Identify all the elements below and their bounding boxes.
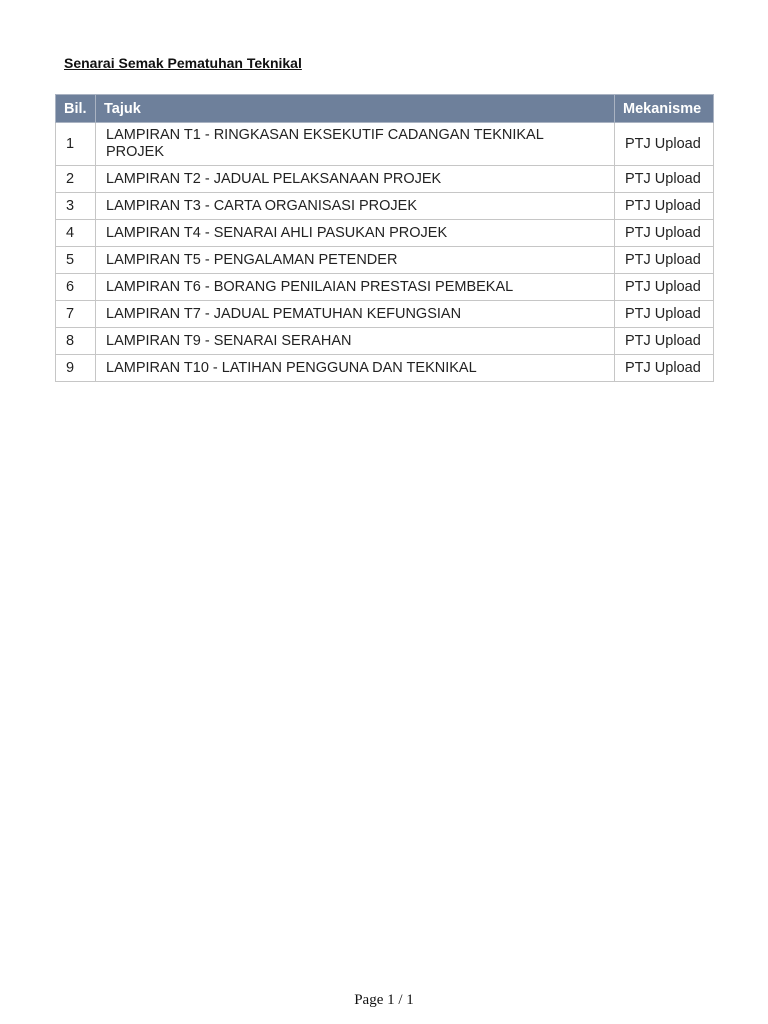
table-header-row: [56, 95, 714, 123]
row-mekanisme: PTJ Upload: [615, 355, 714, 382]
row-tajuk: LAMPIRAN T5 - PENGALAMAN PETENDER: [96, 247, 615, 274]
row-tajuk: LAMPIRAN T1 - RINGKASAN EKSEKUTIF CADANGAN TEKNIKAL PROJEK: [96, 123, 615, 166]
row-bil: 5: [56, 247, 96, 274]
row-bil: 1: [56, 123, 96, 166]
row-tajuk: LAMPIRAN T10 - LATIHAN PENGGUNA DAN TEKNIKAL: [96, 355, 615, 382]
table-row: [56, 193, 714, 220]
row-bil: 9: [56, 355, 96, 382]
header-bil: Bil.: [56, 95, 96, 123]
row-mekanisme: PTJ Upload: [615, 220, 714, 247]
table-row: [56, 355, 714, 382]
row-tajuk: LAMPIRAN T7 - JADUAL PEMATUHAN KEFUNGSIAN: [96, 301, 615, 328]
row-bil: 2: [56, 166, 96, 193]
row-tajuk: LAMPIRAN T9 - SENARAI SERAHAN: [96, 328, 615, 355]
row-bil: 8: [56, 328, 96, 355]
row-bil: 3: [56, 193, 96, 220]
header-tajuk: Tajuk: [96, 95, 615, 123]
table-row: [56, 301, 714, 328]
header-mekanisme: Mekanisme: [615, 95, 714, 123]
row-bil: 6: [56, 274, 96, 301]
table-row: [56, 123, 714, 166]
row-mekanisme: PTJ Upload: [615, 274, 714, 301]
row-mekanisme: PTJ Upload: [615, 328, 714, 355]
row-mekanisme: PTJ Upload: [615, 166, 714, 193]
page-number: Page 1 / 1: [354, 992, 414, 1008]
row-mekanisme: PTJ Upload: [615, 123, 714, 166]
row-tajuk: LAMPIRAN T4 - SENARAI AHLI PASUKAN PROJEK: [96, 220, 615, 247]
row-bil: 4: [56, 220, 96, 247]
row-tajuk: LAMPIRAN T6 - BORANG PENILAIAN PRESTASI PEMBEKAL: [96, 274, 615, 301]
table-row: [56, 328, 714, 355]
row-mekanisme: PTJ Upload: [615, 193, 714, 220]
row-tajuk: LAMPIRAN T3 - CARTA ORGANISASI PROJEK: [96, 193, 615, 220]
table-row: [56, 166, 714, 193]
table-row: [56, 247, 714, 274]
table-row: [56, 220, 714, 247]
row-mekanisme: PTJ Upload: [615, 247, 714, 274]
document-title: Senarai Semak Pematuhan Teknikal: [64, 55, 302, 71]
checklist-table: [55, 94, 714, 382]
row-tajuk: LAMPIRAN T2 - JADUAL PELAKSANAAN PROJEK: [96, 166, 615, 193]
row-bil: 7: [56, 301, 96, 328]
table-row: [56, 274, 714, 301]
row-mekanisme: PTJ Upload: [615, 301, 714, 328]
